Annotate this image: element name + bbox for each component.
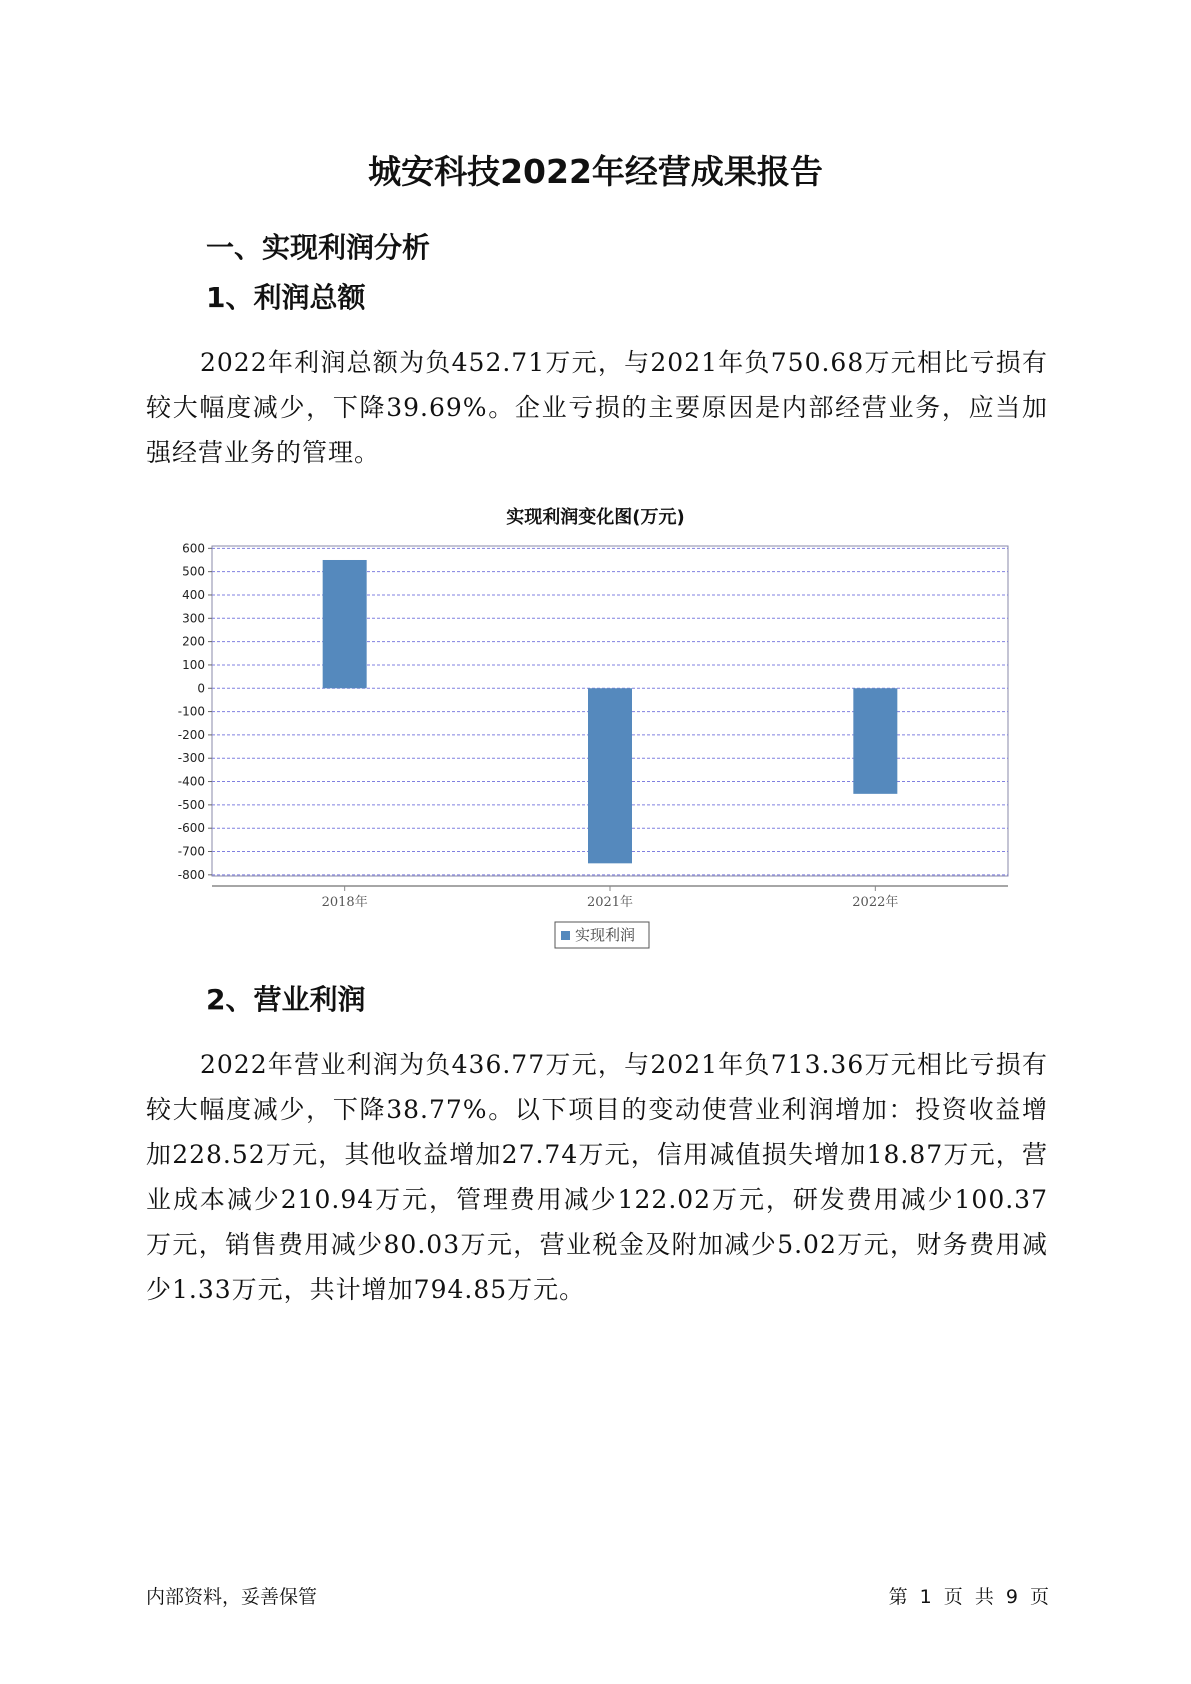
y-tick-label: -600 <box>177 821 205 836</box>
y-tick-label: 200 <box>182 634 205 649</box>
bar-2018年 <box>323 560 367 688</box>
y-tick-label: -400 <box>177 774 205 789</box>
x-tick-label: 2022年 <box>852 895 899 910</box>
y-tick-label: -200 <box>177 727 205 742</box>
chart-title: 实现利润变化图(万元) <box>506 507 685 528</box>
y-axis-ticks <box>178 541 212 882</box>
y-tick-label: -100 <box>177 704 205 719</box>
bar-2021年 <box>588 688 632 863</box>
y-tick-label: -800 <box>177 867 205 882</box>
operating-profit-paragraph: 2022年营业利润为负436.77万元，与2021年负713.36万元相比亏损有较大幅度减少，下降38.77%。以下项目的变动使营业利润增加：投资收益增加228.52万元，其他收益增加27.74万元，信用减值损失增加18.87万元，营业成本减少210.94万元，管理费用减少122.02万元，研发费用减少100.37万元，销售费用减少80.03万元，营业税金及附加减少5.02万元，财务费用减少1.33万元，共计增加794.85万元。 <box>146 1050 1048 1304</box>
y-tick-label: -700 <box>177 844 205 859</box>
footer-page-number: 第 1 页 共 9 页 <box>888 1586 1049 1608</box>
chart-legend <box>555 922 649 948</box>
subsection-heading-operating-profit: 2、营业利润 <box>206 983 366 1016</box>
page-title: 城安科技2022年经营成果报告 <box>368 152 823 191</box>
footer-confidential-note: 内部资料，妥善保管 <box>146 1586 318 1608</box>
bar-2022年 <box>853 688 897 794</box>
legend-label: 实现利润 <box>575 926 636 944</box>
y-tick-label: 600 <box>182 541 205 556</box>
x-tick-label: 2021年 <box>586 895 634 910</box>
x-axis-ticks <box>212 886 1008 910</box>
profit-bar-chart <box>170 530 1030 950</box>
y-tick-label: 100 <box>182 657 205 672</box>
total-profit-paragraph: 2022年利润总额为负452.71万元，与2021年负750.68万元相比亏损有较大幅度减少，下降39.69%。企业亏损的主要原因是内部经营业务，应当加强经营业务的管理。 <box>146 348 1048 467</box>
y-tick-label: -500 <box>177 797 205 812</box>
y-tick-label: -300 <box>177 751 205 766</box>
y-tick-label: 400 <box>182 587 205 602</box>
y-tick-label: 0 <box>197 681 205 696</box>
y-tick-label: 500 <box>182 564 205 579</box>
x-tick-label: 2018年 <box>321 895 368 910</box>
legend-swatch <box>561 931 570 940</box>
section-heading-profit-analysis: 一、实现利润分析 <box>206 231 431 264</box>
y-tick-label: 300 <box>182 611 205 626</box>
subsection-heading-total-profit: 1、利润总额 <box>206 281 366 314</box>
